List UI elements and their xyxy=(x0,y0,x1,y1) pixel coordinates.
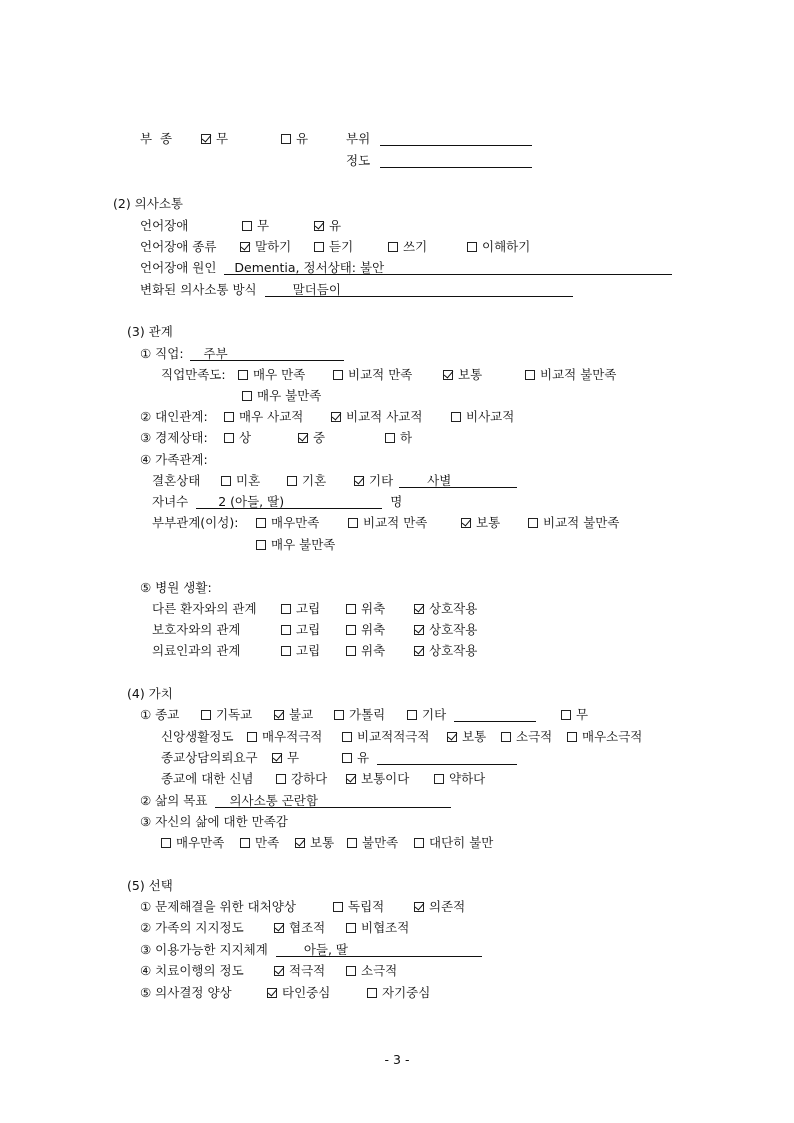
checkbox-icon[interactable] xyxy=(287,476,297,486)
job-input[interactable]: 주부 xyxy=(190,346,344,361)
checkbox-icon[interactable] xyxy=(242,391,252,401)
life-sat-opt-1[interactable]: 만족 xyxy=(240,835,279,851)
speech-type-label: 언어장애 종류 xyxy=(140,239,217,254)
relationship-heading: (3) 관계 xyxy=(127,324,173,339)
coping-opt-1[interactable]: 의존적 xyxy=(414,899,465,915)
hospital-row-2-label: 의료인과의 관계 xyxy=(152,643,241,658)
counsel-label: 종교상담의뢰요구 xyxy=(161,750,258,765)
counsel-other-input[interactable] xyxy=(377,750,517,765)
checkbox-icon[interactable] xyxy=(240,838,250,848)
decision-opt-1[interactable]: 자기중심 xyxy=(367,985,430,1001)
checkbox-icon[interactable] xyxy=(161,838,171,848)
speech-disorder-no[interactable]: 무 xyxy=(242,218,269,234)
hospital-label: ⑤ 병원 생활: xyxy=(140,580,212,595)
checkbox-checked-icon[interactable] xyxy=(272,753,282,763)
children-field[interactable]: 자녀수 2 (아들, 딸) 명 xyxy=(152,494,403,509)
checkbox-checked-icon[interactable] xyxy=(314,221,324,231)
life-sat-opt-2[interactable]: 보통 xyxy=(295,835,334,851)
hospital-row-1-label: 보호자와의 관계 xyxy=(152,622,241,637)
edema-site-field[interactable]: 부위 xyxy=(346,131,532,147)
religion-opt-0[interactable]: 기독교 xyxy=(201,707,252,723)
checkbox-checked-icon[interactable] xyxy=(331,412,341,422)
values-heading: (4) 가치 xyxy=(127,686,173,701)
checkbox-icon[interactable] xyxy=(501,732,511,742)
hospital-row-2-opt-0[interactable]: 고립 xyxy=(281,643,320,659)
couple-opt-0[interactable]: 매우만족 xyxy=(256,515,319,531)
checkbox-icon[interactable] xyxy=(346,923,356,933)
checkbox-icon[interactable] xyxy=(567,732,577,742)
checkbox-icon[interactable] xyxy=(242,221,252,231)
checkbox-checked-icon[interactable] xyxy=(201,134,211,144)
checkbox-icon[interactable] xyxy=(407,710,417,720)
checkbox-icon[interactable] xyxy=(342,753,352,763)
children-input[interactable]: 2 (아들, 딸) xyxy=(196,494,382,509)
speech-type-opt-3[interactable]: 이해하기 xyxy=(467,239,530,255)
checkbox-icon[interactable] xyxy=(334,710,344,720)
checkbox-icon[interactable] xyxy=(281,625,291,635)
faith-opt-4[interactable]: 매우소극적 xyxy=(567,729,642,745)
edema-degree-field[interactable]: 정도 xyxy=(346,153,532,169)
interpersonal-opt-1[interactable]: 비교적 사교적 xyxy=(331,409,422,425)
checkbox-icon[interactable] xyxy=(346,625,356,635)
checkbox-icon[interactable] xyxy=(367,988,377,998)
job-sat-opt-2[interactable]: 보통 xyxy=(443,367,482,383)
checkbox-checked-icon[interactable] xyxy=(414,646,424,656)
edema-row xyxy=(140,131,172,147)
religion-opt-2[interactable]: 가톨릭 xyxy=(334,707,385,723)
family-label: ④ 가족관계: xyxy=(140,452,208,467)
speech-type-opt-2[interactable]: 쓰기 xyxy=(388,239,427,255)
checkbox-icon[interactable] xyxy=(276,774,286,784)
checkbox-icon[interactable] xyxy=(434,774,444,784)
checkbox-icon[interactable] xyxy=(281,134,291,144)
decision-opt-0[interactable]: 타인중심 xyxy=(267,985,330,1001)
family-support-opt-0[interactable]: 협조적 xyxy=(274,920,325,936)
hospital-row-2-opt-1[interactable]: 위축 xyxy=(346,643,385,659)
checkbox-icon[interactable] xyxy=(224,433,234,443)
checkbox-icon[interactable] xyxy=(314,242,324,252)
edema-site-input[interactable] xyxy=(380,131,532,146)
comm-method-field[interactable]: 변화된 의사소통 방식 말더듬이 xyxy=(140,282,573,298)
support-system-input[interactable]: 아들, 딸 xyxy=(276,942,482,957)
marital-opt-1[interactable]: 기혼 xyxy=(287,473,326,489)
checkbox-icon[interactable] xyxy=(561,710,571,720)
economic-opt-2[interactable]: 하 xyxy=(385,430,412,446)
treatment-label: ④ 치료이행의 정도 xyxy=(140,963,244,978)
checkbox-icon[interactable] xyxy=(528,518,538,528)
communication-heading: (2) 의사소통 xyxy=(113,196,183,211)
checkbox-icon[interactable] xyxy=(333,902,343,912)
comm-method-input[interactable]: 말더듬이 xyxy=(265,282,573,297)
checkbox-checked-icon[interactable] xyxy=(240,242,250,252)
checkbox-checked-icon[interactable] xyxy=(295,838,305,848)
checkbox-checked-icon[interactable] xyxy=(346,774,356,784)
marital-opt-2[interactable]: 기타 사별 xyxy=(354,473,517,489)
counsel-opt-0[interactable]: 무 xyxy=(272,750,299,766)
checkbox-icon[interactable] xyxy=(451,412,461,422)
marital-other-input[interactable]: 사별 xyxy=(399,473,517,488)
couple-opt-3[interactable]: 비교적 불만족 xyxy=(528,515,619,531)
edema-degree-input[interactable] xyxy=(380,153,532,168)
family-support-opt-1[interactable]: 비협조적 xyxy=(346,920,409,936)
marital-label: 결혼상태 xyxy=(152,473,201,488)
job-sat-opt-3[interactable]: 비교적 불만족 xyxy=(525,367,616,383)
faith-opt-3[interactable]: 소극적 xyxy=(501,729,552,745)
hospital-row-2-opt-2[interactable]: 상호작용 xyxy=(414,643,477,659)
counsel-opt-1[interactable]: 유 xyxy=(342,750,517,766)
checkbox-icon[interactable] xyxy=(525,370,535,380)
support-system-field[interactable]: ③ 이용가능한 지지체계 아들, 딸 xyxy=(140,942,482,958)
checkbox-checked-icon[interactable] xyxy=(274,966,284,976)
checkbox-icon[interactable] xyxy=(256,518,266,528)
checkbox-icon[interactable] xyxy=(224,412,234,422)
coping-label: ① 문제해결을 위한 대처양상 xyxy=(140,899,296,914)
life-goal-field[interactable]: ② 삶의 목표 의사소통 곤란함 xyxy=(140,793,451,809)
treatment-opt-1[interactable]: 소극적 xyxy=(346,963,397,979)
edema-no-option[interactable]: 무 xyxy=(201,131,228,147)
hospital-row-0-label: 다른 환자와의 관계 xyxy=(152,601,257,616)
life-sat-opt-0[interactable]: 매우만족 xyxy=(161,835,224,851)
economic-opt-1[interactable]: 중 xyxy=(298,430,325,446)
speech-disorder-label: 언어장애 xyxy=(140,218,189,233)
family-support-label: ② 가족의 지지정도 xyxy=(140,920,244,935)
religion-opt-3[interactable]: 기타 xyxy=(407,707,536,723)
economic-opt-0[interactable]: 상 xyxy=(224,430,251,446)
checkbox-icon[interactable] xyxy=(388,242,398,252)
checkbox-icon[interactable] xyxy=(346,646,356,656)
speech-type-opt-1[interactable]: 듣기 xyxy=(314,239,353,255)
hospital-row-1-opt-2[interactable]: 상호작용 xyxy=(414,622,477,638)
job-sat-opt-1[interactable]: 비교적 만족 xyxy=(333,367,412,383)
checkbox-icon[interactable] xyxy=(346,604,356,614)
job-sat-opt-4[interactable]: 매우 불만족 xyxy=(242,388,321,404)
edema-label: 부 종 xyxy=(140,131,173,146)
checkbox-icon[interactable] xyxy=(281,646,291,656)
checkbox-icon[interactable] xyxy=(221,476,231,486)
faith-label: 신앙생활정도 xyxy=(161,729,234,744)
checkbox-icon[interactable] xyxy=(238,370,248,380)
checkbox-checked-icon[interactable] xyxy=(414,902,424,912)
coping-opt-0[interactable]: 독립적 xyxy=(333,899,384,915)
checkbox-icon[interactable] xyxy=(414,838,424,848)
checkbox-icon[interactable] xyxy=(385,433,395,443)
page-number: - 3 - xyxy=(384,1052,410,1067)
economic-label: ③ 경제상태: xyxy=(140,430,208,445)
checkbox-checked-icon[interactable] xyxy=(298,433,308,443)
couple-opt-2[interactable]: 보통 xyxy=(461,515,500,531)
hospital-row-0-opt-2[interactable]: 상호작용 xyxy=(414,601,477,617)
hospital-row-0-opt-1[interactable]: 위축 xyxy=(346,601,385,617)
interpersonal-opt-2[interactable]: 비사교적 xyxy=(451,409,514,425)
life-sat-opt-3[interactable]: 불만족 xyxy=(347,835,398,851)
faith-opt-2[interactable]: 보통 xyxy=(447,729,486,745)
checkbox-icon[interactable] xyxy=(346,966,356,976)
religion-opt-4[interactable]: 무 xyxy=(561,707,588,723)
job-satisfaction-label: 직업만족도: xyxy=(161,367,226,382)
checkbox-checked-icon[interactable] xyxy=(354,476,364,486)
religion-other-input[interactable] xyxy=(454,707,536,722)
faith-opt-0[interactable]: 매우적극적 xyxy=(247,729,322,745)
checkbox-checked-icon[interactable] xyxy=(414,604,424,614)
hospital-row-0-opt-0[interactable]: 고립 xyxy=(281,601,320,617)
marital-opt-0[interactable]: 미혼 xyxy=(221,473,260,489)
life-goal-input[interactable]: 의사소통 곤란함 xyxy=(215,793,451,808)
hospital-row-1-opt-0[interactable]: 고립 xyxy=(281,622,320,638)
interpersonal-opt-0[interactable]: 매우 사교적 xyxy=(224,409,303,425)
hospital-row-1-opt-1[interactable]: 위축 xyxy=(346,622,385,638)
checkbox-checked-icon[interactable] xyxy=(274,923,284,933)
life-satisfaction-label: ③ 자신의 삶에 대한 만족감 xyxy=(140,814,288,829)
couple-opt-1[interactable]: 비교적 만족 xyxy=(348,515,427,531)
checkbox-icon[interactable] xyxy=(467,242,477,252)
checkbox-checked-icon[interactable] xyxy=(274,710,284,720)
choice-heading: (5) 선택 xyxy=(127,878,173,893)
checkbox-checked-icon[interactable] xyxy=(267,988,277,998)
job-sat-opt-0[interactable]: 매우 만족 xyxy=(238,367,305,383)
speech-cause-input[interactable]: Dementia, 정서상태: 불안 xyxy=(224,260,672,275)
checkbox-checked-icon[interactable] xyxy=(447,732,457,742)
checkbox-icon[interactable] xyxy=(281,604,291,614)
checkbox-icon[interactable] xyxy=(342,732,352,742)
treatment-opt-0[interactable]: 적극적 xyxy=(274,963,325,979)
checkbox-checked-icon[interactable] xyxy=(414,625,424,635)
checkbox-checked-icon[interactable] xyxy=(443,370,453,380)
edema-yes-option[interactable]: 유 xyxy=(281,131,308,147)
belief-opt-1[interactable]: 보통이다 xyxy=(346,771,409,787)
belief-label: 종교에 대한 신념 xyxy=(161,771,254,786)
belief-opt-0[interactable]: 강하다 xyxy=(276,771,327,787)
decision-label: ⑤ 의사결정 양상 xyxy=(140,985,232,1000)
job-field[interactable]: ① 직업: 주부 xyxy=(140,346,344,362)
speech-cause-field[interactable]: 언어장애 원인 Dementia, 정서상태: 불안 xyxy=(140,260,672,276)
interpersonal-label: ② 대인관계: xyxy=(140,409,208,424)
checkbox-icon[interactable] xyxy=(333,370,343,380)
speech-type-opt-0[interactable]: 말하기 xyxy=(240,239,291,255)
faith-opt-1[interactable]: 비교적적극적 xyxy=(342,729,429,745)
speech-disorder-yes[interactable]: 유 xyxy=(314,218,341,234)
religion-opt-1[interactable]: 불교 xyxy=(274,707,313,723)
checkbox-icon[interactable] xyxy=(348,518,358,528)
life-sat-opt-4[interactable]: 대단히 불만 xyxy=(414,835,493,851)
religion-label: ① 종교 xyxy=(140,707,180,722)
checkbox-icon[interactable] xyxy=(201,710,211,720)
checkbox-icon[interactable] xyxy=(347,838,357,848)
checkbox-icon[interactable] xyxy=(247,732,257,742)
couple-label: 부부관계(이성): xyxy=(152,515,239,530)
checkbox-icon[interactable] xyxy=(256,540,266,550)
couple-opt-4[interactable]: 매우 불만족 xyxy=(256,537,335,553)
checkbox-checked-icon[interactable] xyxy=(461,518,471,528)
belief-opt-2[interactable]: 약하다 xyxy=(434,771,485,787)
